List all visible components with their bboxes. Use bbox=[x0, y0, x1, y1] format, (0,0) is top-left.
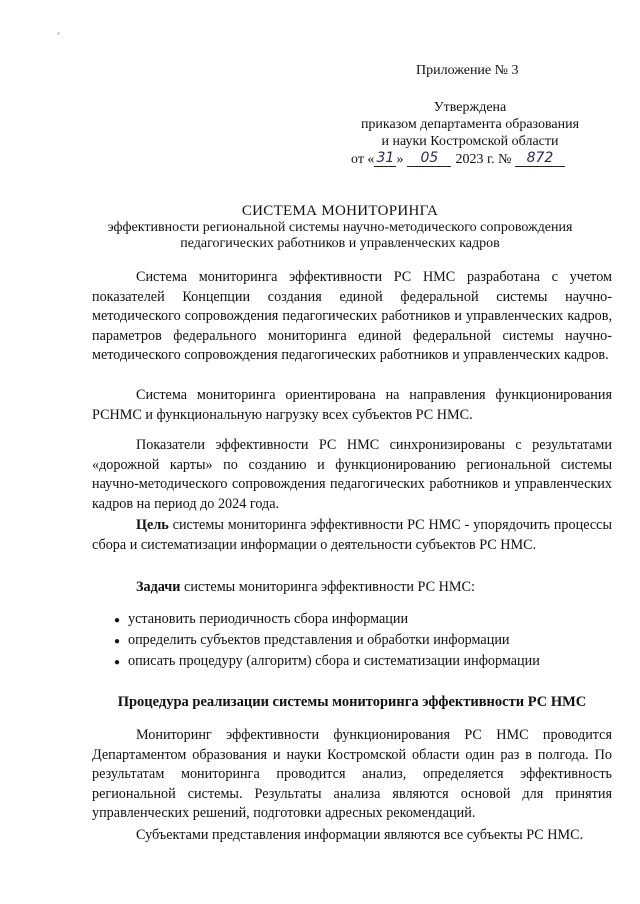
paragraph-7: Субъектами представления информации являются все субъекты РС НМС. bbox=[136, 827, 584, 843]
list-item bbox=[92, 631, 612, 651]
title-main: СИСТЕМА МОНИТОРИНГА bbox=[241, 203, 439, 219]
date-mid: » bbox=[396, 152, 404, 167]
bullet-icon: ● bbox=[114, 636, 121, 647]
paragraph-tasks bbox=[92, 578, 612, 598]
order-date-row bbox=[351, 151, 565, 168]
goal-label: Цель bbox=[136, 517, 169, 533]
list-item bbox=[92, 652, 612, 672]
appendix-label: Приложение № 3 bbox=[416, 63, 519, 78]
approved-label: Утверждена bbox=[433, 100, 507, 115]
handwritten-day: 31 bbox=[374, 150, 396, 167]
task-list bbox=[92, 610, 612, 673]
task-text: определить субъектов представления и обработки информации bbox=[128, 632, 510, 648]
handwritten-order-number: 872 bbox=[515, 150, 565, 167]
date-prefix: от « bbox=[351, 152, 375, 167]
task-text: установить периодичность сбора информации bbox=[128, 611, 409, 627]
approval-block bbox=[340, 99, 600, 150]
date-year: 2023 г. № bbox=[455, 152, 512, 167]
handwritten-month: 05 bbox=[407, 150, 451, 167]
paragraph-1: Система мониторинга эффективности РС НМС разработана с учетом показателей Концепции создания единой федеральной системы научно-методического сопровождения педагогических работников и управленческих кадров, параметров федерального мониторинга единой федеральной системы научно-методического сопровождения педагогических работников и управленческих кадров. bbox=[92, 269, 612, 363]
paragraph-2: Система мониторинга ориентирована на направления функционирования РСНМС и функциональную нагрузку всех субъектов РС НМС. bbox=[92, 387, 612, 423]
bullet-icon: ● bbox=[114, 615, 121, 626]
paragraph-goal bbox=[92, 516, 612, 555]
list-item bbox=[92, 610, 612, 630]
paragraph-3: Показатели эффективности РС НМС синхронизированы с результатами «дорожной карты» по созданию и функционированию региональной системы научно-методического сопровождения педагогических работников и управленческих кадров на период до 2024 года. bbox=[92, 437, 612, 512]
title-sub-2: педагогических работников и управленческих кадров bbox=[180, 236, 500, 251]
goal-text: системы мониторинга эффективности РС НМС - упорядочить процессы сбора и систематизации информации о деятельности субъектов РС НМС. bbox=[92, 517, 612, 553]
task-text: описать процедуру (алгоритм) сбора и систематизации информации bbox=[128, 653, 540, 669]
order-line-2: и науки Костромской области bbox=[381, 134, 559, 149]
order-line-1: приказом департамента образования bbox=[360, 117, 580, 132]
tasks-text: системы мониторинга эффективности РС НМС: bbox=[180, 579, 475, 595]
title-sub-1: эффективности региональной системы научно-методического сопровождения bbox=[107, 220, 573, 235]
section-heading: Процедура реализации системы мониторинга эффективности РС НМС bbox=[117, 694, 587, 710]
bullet-icon: ● bbox=[114, 657, 121, 668]
paragraph-6: Мониторинг эффективности функционирования РС НМС проводится Департаментом образования и науки Костромской области один раз в полгода. По результатам мониторинга проводится анализ, определяется эффективность региональной системы. Результаты анализа являются основой для принятия управленческих решений, подготовки адресных рекомендаций. bbox=[92, 727, 612, 821]
document-title bbox=[70, 203, 610, 252]
tasks-label: Задачи bbox=[136, 579, 181, 595]
scan-speck bbox=[57, 32, 59, 35]
